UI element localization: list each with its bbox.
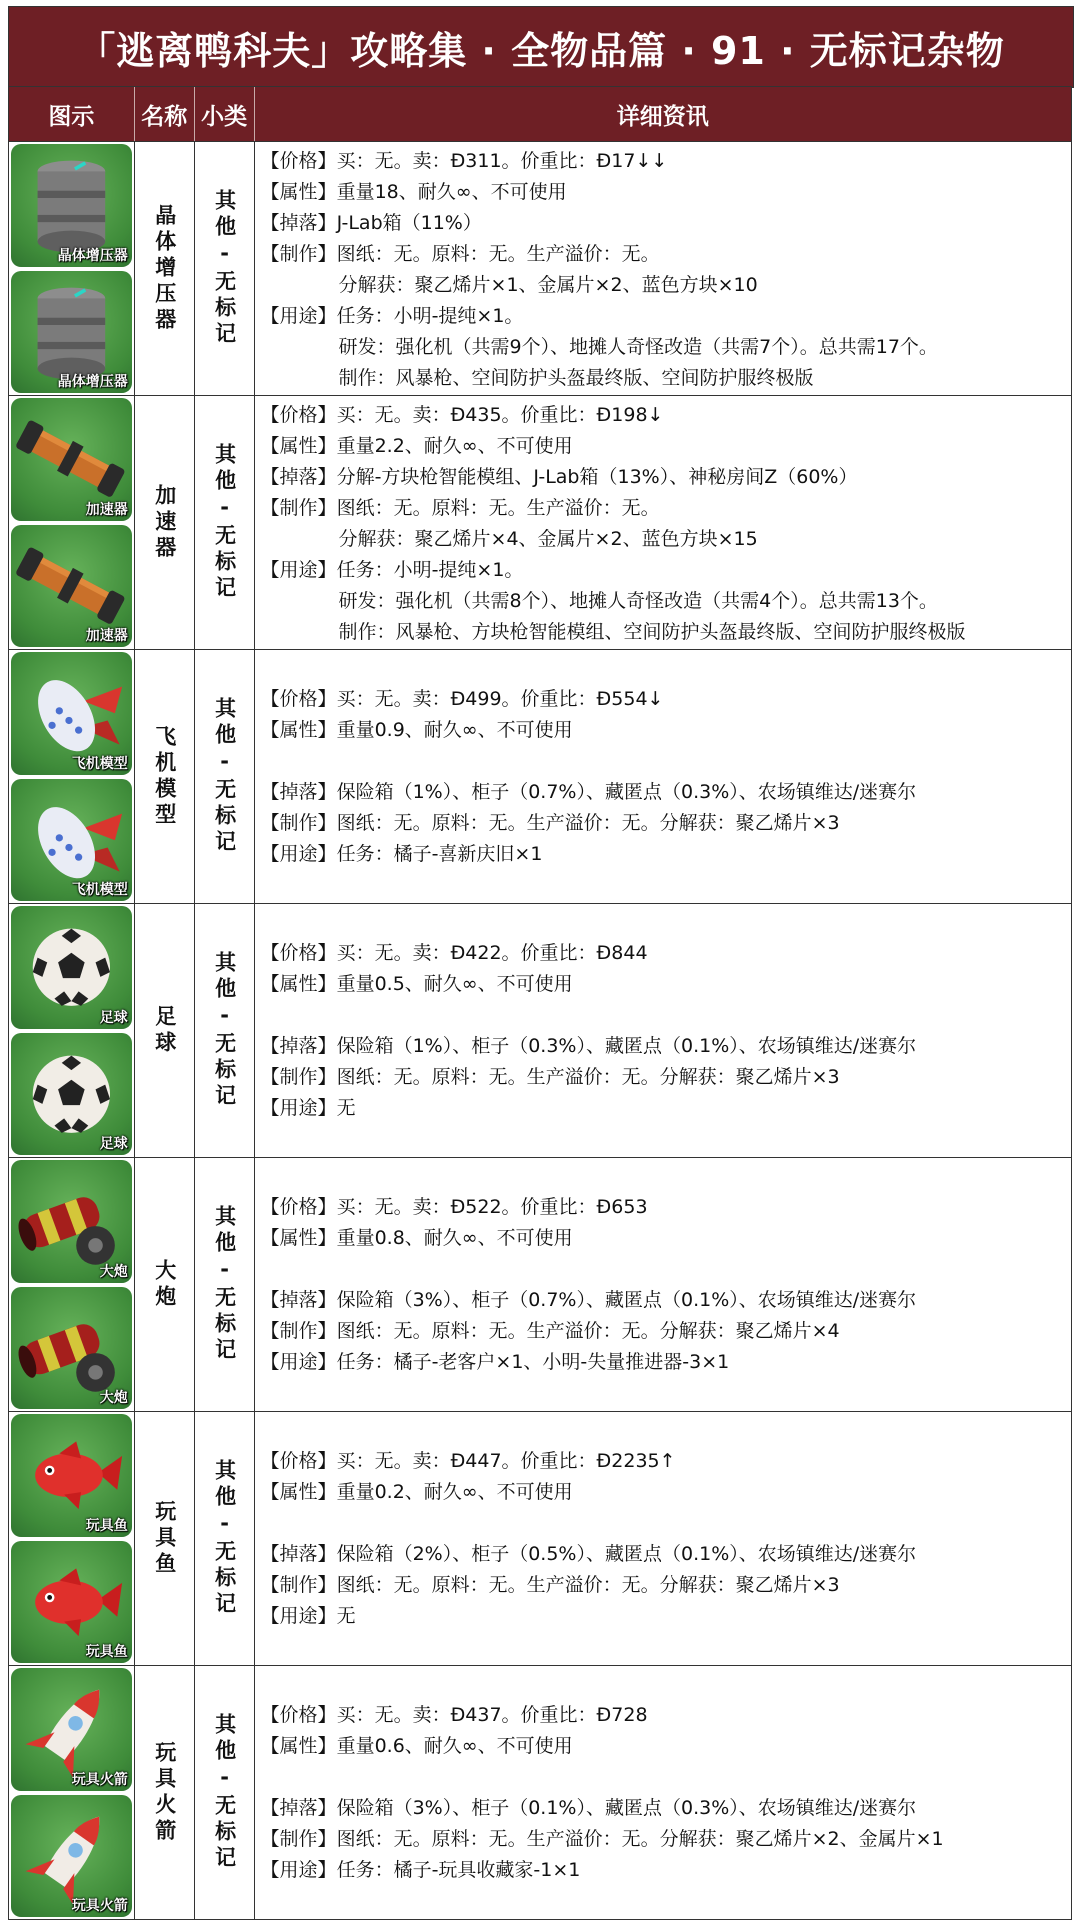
detail-tag: 【用途】: [260, 842, 337, 865]
table-row: [9, 904, 1071, 1158]
table-row: [9, 650, 1071, 904]
detail-line: [261, 1570, 1065, 1601]
detail-tag: 【掉落】: [260, 1288, 337, 1311]
accelerator-tube-icon: [11, 398, 132, 521]
detail-line: [261, 1192, 1065, 1223]
detail-tag: 【属性】: [260, 1734, 337, 1757]
detail-line: [261, 208, 1065, 239]
detail-line: [261, 1347, 1065, 1378]
header-image: 图示: [9, 87, 135, 141]
item-image-label: 玩具鱼: [85, 1644, 128, 1660]
item-detail-cell: [255, 1412, 1071, 1665]
detail-text: 任务：小明-提纯×1。: [336, 305, 524, 327]
item-image-label: 晶体增压器: [57, 374, 128, 390]
detail-line: [261, 1824, 1065, 1855]
detail-text: J-Lab箱（11%）: [336, 212, 482, 234]
header-name: 名称: [135, 87, 195, 141]
detail-tag: 【用途】: [260, 1858, 337, 1881]
detail-text: 无: [336, 1096, 356, 1119]
item-name-cell: [135, 1666, 195, 1919]
page-title: 「逃离鸭科夫」攻略集 · 全物品篇 · 91 · 无标记杂物: [77, 28, 1005, 73]
detail-tag: 【属性】: [260, 1226, 337, 1249]
item-image-cell: [9, 396, 135, 649]
detail-tag: 【价格】: [260, 1449, 337, 1472]
item-subcategory: 其他-无标记: [212, 697, 237, 856]
detail-line: [261, 1700, 1065, 1731]
detail-tag: 【价格】: [260, 1195, 337, 1218]
table-row: [9, 1158, 1071, 1412]
item-image-label: 玩具火箭: [71, 1771, 128, 1788]
detail-text: 买：无。卖：Đ311。价重比：Đ17↓↓: [336, 150, 668, 172]
detail-text: 买：无。卖：Đ499。价重比：Đ554↓: [336, 687, 664, 710]
item-detail-cell: [255, 1158, 1071, 1411]
detail-tag: 【价格】: [260, 941, 337, 964]
detail-text: 制作：风暴枪、空间防护头盔最终版、空间防护服终极版: [338, 367, 814, 389]
item-image-label: 足球: [99, 1009, 128, 1026]
item-name: 足球: [152, 1004, 177, 1057]
item-image-label: 晶体增压器: [57, 247, 128, 264]
detail-spacer: [261, 1508, 1065, 1539]
detail-text: 分解获：聚乙烯片×1、金属片×2、蓝色方块×10: [338, 274, 758, 296]
detail-text: 图纸：无。原料：无。生产溢价：无。: [336, 497, 660, 519]
detail-text: 任务：小明-提纯×1。: [336, 559, 524, 581]
detail-line: [261, 586, 1065, 617]
detail-line: [261, 969, 1065, 1000]
item-subcategory-cell: [195, 1412, 255, 1665]
detail-text: 买：无。卖：Đ522。价重比：Đ653: [336, 1195, 648, 1218]
table-row: [9, 1666, 1071, 1920]
item-name: 飞机模型: [152, 724, 177, 829]
detail-tag: 【用途】: [260, 1096, 337, 1119]
item-table: [8, 142, 1072, 1920]
cylinder-canister-icon: [11, 144, 132, 267]
item-image-cell: [9, 1666, 135, 1919]
detail-line: [261, 1793, 1065, 1824]
detail-tag: 【用途】: [260, 559, 337, 581]
toy-fish-icon: [11, 1414, 132, 1537]
detail-line: [261, 177, 1065, 208]
table-header: [8, 86, 1072, 142]
detail-text: 分解-方块枪智能模组、J-Lab箱（13%）、神秘房间Z（60%）: [336, 466, 858, 488]
toy-rocket-icon: [11, 1795, 132, 1918]
airplane-model-icon: [11, 779, 132, 902]
item-name-cell: [135, 142, 195, 395]
detail-text: 制作：风暴枪、方块枪智能模组、空间防护头盔最终版、空间防护服终极版: [338, 621, 966, 643]
detail-text: 图纸：无。原料：无。生产溢价：无。分解获：聚乙烯片×3: [336, 1065, 840, 1088]
detail-tag: 【用途】: [260, 305, 337, 327]
detail-tag: 【制作】: [260, 811, 337, 834]
detail-line: [261, 1446, 1065, 1477]
detail-tag: 【属性】: [260, 435, 337, 457]
detail-text: 重量0.2、耐久∞、不可使用: [336, 1480, 573, 1503]
detail-tag: 【掉落】: [260, 1796, 337, 1819]
detail-text: 保险箱（1%）、柜子（0.3%）、藏匿点（0.1%）、农场镇维达/迷赛尔: [336, 1034, 917, 1057]
detail-line: [261, 462, 1065, 493]
item-subcategory-cell: [195, 396, 255, 649]
cylinder-canister-icon: [11, 271, 132, 394]
detail-line: [261, 239, 1065, 270]
toy-rocket-icon: [11, 1668, 132, 1791]
item-name: 大炮: [152, 1258, 177, 1311]
item-detail-cell: [255, 142, 1071, 395]
detail-tag: 【价格】: [260, 404, 337, 426]
detail-tag: 【制作】: [260, 1573, 337, 1596]
detail-text: 重量0.5、耐久∞、不可使用: [336, 972, 573, 995]
detail-line: [261, 808, 1065, 839]
detail-text: 买：无。卖：Đ437。价重比：Đ728: [336, 1703, 648, 1726]
detail-line: [261, 938, 1065, 969]
detail-line: [261, 1062, 1065, 1093]
item-image-label: 飞机模型: [71, 755, 128, 772]
item-image-cell: [9, 904, 135, 1157]
item-image-label: 加速器: [85, 628, 128, 644]
detail-text: 无: [336, 1604, 356, 1627]
detail-line: [261, 1477, 1065, 1508]
detail-tag: 【制作】: [260, 497, 337, 519]
item-image-cell: [9, 1158, 135, 1411]
detail-line: [261, 1223, 1065, 1254]
detail-tag: 【价格】: [260, 150, 337, 172]
detail-line: [261, 1601, 1065, 1632]
detail-line: [261, 715, 1065, 746]
detail-line: [261, 555, 1065, 586]
detail-tag: 【价格】: [260, 687, 337, 710]
title-bar: [8, 6, 1074, 88]
detail-text: 重量0.9、耐久∞、不可使用: [336, 718, 573, 741]
detail-line: [261, 363, 1065, 394]
soccer-ball-icon: [11, 906, 132, 1029]
item-name-cell: [135, 1158, 195, 1411]
item-subcategory-cell: [195, 1666, 255, 1919]
detail-text: 保险箱（2%）、柜子（0.5%）、藏匿点（0.1%）、农场镇维达/迷赛尔: [336, 1542, 917, 1565]
detail-text: 图纸：无。原料：无。生产溢价：无。分解获：聚乙烯片×3: [336, 811, 840, 834]
detail-text: 保险箱（1%）、柜子（0.7%）、藏匿点（0.3%）、农场镇维达/迷赛尔: [336, 780, 917, 803]
table-row: [9, 396, 1071, 650]
item-name-cell: [135, 1412, 195, 1665]
detail-line: [261, 1731, 1065, 1762]
item-subcategory: 其他-无标记: [212, 1459, 237, 1618]
item-name: 晶体增压器: [152, 203, 177, 334]
detail-text: 重量2.2、耐久∞、不可使用: [336, 435, 573, 457]
detail-spacer: [261, 746, 1065, 777]
detail-tag: 【用途】: [260, 1350, 337, 1373]
detail-line: [261, 431, 1065, 462]
detail-text: 任务：橘子-玩具收藏家-1×1: [336, 1858, 581, 1881]
detail-text: 图纸：无。原料：无。生产溢价：无。分解获：聚乙烯片×2、金属片×1: [336, 1827, 944, 1850]
item-subcategory-cell: [195, 1158, 255, 1411]
item-detail-cell: [255, 396, 1071, 649]
item-subcategory-cell: [195, 904, 255, 1157]
detail-tag: 【属性】: [260, 181, 337, 203]
item-name: 加速器: [152, 483, 177, 562]
detail-line: [261, 493, 1065, 524]
detail-line: [261, 146, 1065, 177]
detail-spacer: [261, 1254, 1065, 1285]
detail-line: [261, 524, 1065, 555]
detail-line: [261, 400, 1065, 431]
detail-text: 图纸：无。原料：无。生产溢价：无。: [336, 243, 660, 265]
item-image-cell: [9, 650, 135, 903]
item-detail-cell: [255, 904, 1071, 1157]
cannon-icon: [11, 1160, 132, 1283]
detail-tag: 【制作】: [260, 1827, 337, 1850]
detail-text: 重量0.8、耐久∞、不可使用: [336, 1226, 573, 1249]
item-image-label: 足球: [99, 1136, 128, 1152]
item-image-label: 加速器: [85, 501, 128, 518]
detail-text: 保险箱（3%）、柜子（0.1%）、藏匿点（0.3%）、农场镇维达/迷赛尔: [336, 1796, 917, 1819]
item-image-cell: [9, 142, 135, 395]
detail-tag: 【制作】: [260, 1065, 337, 1088]
item-detail-cell: [255, 1666, 1071, 1919]
detail-tag: 【制作】: [260, 243, 337, 265]
item-subcategory: 其他-无标记: [212, 189, 237, 348]
item-subcategory: 其他-无标记: [212, 1205, 237, 1364]
detail-text: 图纸：无。原料：无。生产溢价：无。分解获：聚乙烯片×4: [336, 1319, 840, 1342]
item-image-label: 大炮: [99, 1263, 128, 1280]
detail-text: 分解获：聚乙烯片×4、金属片×2、蓝色方块×15: [338, 528, 758, 550]
detail-text: 任务：橘子-老客户×1、小明-失量推进器-3×1: [336, 1350, 730, 1373]
detail-text: 保险箱（3%）、柜子（0.7%）、藏匿点（0.1%）、农场镇维达/迷赛尔: [336, 1288, 917, 1311]
item-image-label: 玩具鱼: [85, 1517, 128, 1534]
toy-fish-icon: [11, 1541, 132, 1664]
detail-tag: 【属性】: [260, 972, 337, 995]
detail-line: [261, 1539, 1065, 1570]
item-name-cell: [135, 650, 195, 903]
item-subcategory: 其他-无标记: [212, 443, 237, 602]
item-image-cell: [9, 1412, 135, 1665]
detail-line: [261, 1093, 1065, 1124]
detail-tag: 【制作】: [260, 1319, 337, 1342]
airplane-model-icon: [11, 652, 132, 775]
detail-tag: 【价格】: [260, 1703, 337, 1726]
cannon-icon: [11, 1287, 132, 1410]
detail-text: 图纸：无。原料：无。生产溢价：无。分解获：聚乙烯片×3: [336, 1573, 840, 1596]
item-name: 玩具鱼: [152, 1499, 177, 1578]
item-name-cell: [135, 396, 195, 649]
header-subcategory: 小类: [195, 87, 255, 141]
detail-text: 任务：橘子-喜新庆旧×1: [336, 842, 543, 865]
detail-text: 研发：强化机（共需9个）、地摊人奇怪改造（共需7个）。总共需17个。: [338, 336, 938, 358]
accelerator-tube-icon: [11, 525, 132, 648]
detail-text: 买：无。卖：Đ422。价重比：Đ844: [336, 941, 648, 964]
item-image-label: 大炮: [99, 1390, 128, 1406]
detail-spacer: [261, 1762, 1065, 1793]
detail-line: [261, 617, 1065, 648]
detail-line: [261, 777, 1065, 808]
table-row: [9, 142, 1071, 396]
soccer-ball-icon: [11, 1033, 132, 1156]
detail-tag: 【属性】: [260, 1480, 337, 1503]
detail-tag: 【掉落】: [260, 466, 337, 488]
item-image-label: 飞机模型: [71, 882, 128, 898]
detail-spacer: [261, 1000, 1065, 1031]
detail-tag: 【掉落】: [260, 212, 337, 234]
item-subcategory: 其他-无标记: [212, 951, 237, 1110]
detail-line: [261, 1855, 1065, 1886]
detail-line: [261, 839, 1065, 870]
detail-line: [261, 1316, 1065, 1347]
detail-tag: 【属性】: [260, 718, 337, 741]
detail-tag: 【掉落】: [260, 1034, 337, 1057]
item-image-label: 玩具火箭: [71, 1898, 128, 1914]
header-detail: 详细资讯: [616, 103, 709, 130]
detail-line: [261, 1285, 1065, 1316]
item-name: 玩具火箭: [152, 1740, 177, 1845]
detail-line: [261, 332, 1065, 363]
detail-line: [261, 270, 1065, 301]
detail-text: 买：无。卖：Đ435。价重比：Đ198↓: [336, 404, 664, 426]
item-subcategory-cell: [195, 142, 255, 395]
detail-line: [261, 684, 1065, 715]
item-detail-cell: [255, 650, 1071, 903]
detail-text: 重量18、耐久∞、不可使用: [336, 181, 567, 203]
detail-tag: 【用途】: [260, 1604, 337, 1627]
detail-text: 买：无。卖：Đ447。价重比：Đ2235↑: [336, 1449, 676, 1472]
item-subcategory: 其他-无标记: [212, 1713, 237, 1872]
detail-tag: 【掉落】: [260, 1542, 337, 1565]
detail-line: [261, 301, 1065, 332]
detail-line: [261, 1031, 1065, 1062]
item-subcategory-cell: [195, 650, 255, 903]
detail-tag: 【掉落】: [260, 780, 337, 803]
item-name-cell: [135, 904, 195, 1157]
detail-text: 研发：强化机（共需8个）、地摊人奇怪改造（共需4个）。总共需13个。: [338, 590, 938, 612]
detail-text: 重量0.6、耐久∞、不可使用: [336, 1734, 573, 1757]
table-row: [9, 1412, 1071, 1666]
